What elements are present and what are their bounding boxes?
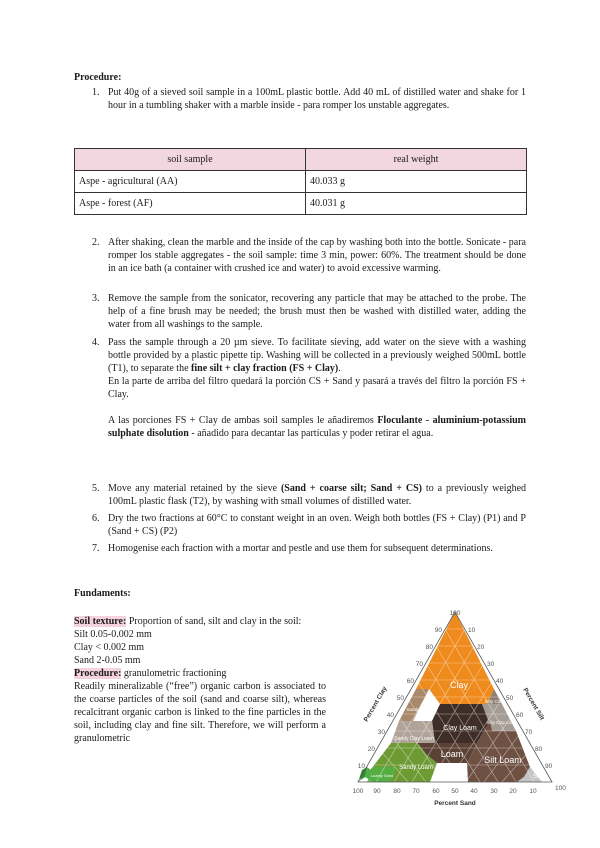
step-text: Put 40g of a sieved soil sample in a 100mL plastic bottle. Add 40 mL of distilled water and shake for 1 hour in a tumbling shaker with a marble inside - para romper los unstable aggregates. xyxy=(108,87,526,111)
soil-texture-line xyxy=(74,615,326,628)
tick-label: 100 xyxy=(555,785,566,792)
fraction-term: fine silt + clay fraction (FS + Clay) xyxy=(191,363,339,374)
label-sandy-clay-loam: Sandy Clay Loam xyxy=(394,736,434,742)
fundaments-heading: Fundaments: xyxy=(74,588,131,599)
step-2 xyxy=(92,236,526,275)
tick-label: 70 xyxy=(412,788,420,795)
cell-sample: Aspe - agricultural (AA) xyxy=(75,171,306,193)
cell-sample: Aspe - forest (AF) xyxy=(75,193,306,215)
procedure-heading: Procedure: xyxy=(74,72,122,83)
tick-label: 10 xyxy=(357,763,365,770)
axis-title-clay: Percent Clay xyxy=(362,685,389,724)
label-sandy-loam: Sandy Loam xyxy=(399,765,433,771)
cell-weight: 40.033 g xyxy=(306,171,527,193)
tick-label: 50 xyxy=(506,695,514,702)
label-loamy-sand: Loamy Sand xyxy=(370,773,394,778)
tick-label: 60 xyxy=(432,788,440,795)
step-text-part: Pass the sample through a 20 µm sieve. To facilitate sieving, add water on the sieve with a washing bottle provided by a plastic pipette tip. Washing will be collected in a previously weighed 500mL bottle (T1), to separate the xyxy=(108,337,526,374)
label-silty-clay: Silty Clay xyxy=(484,699,504,704)
step-7 xyxy=(92,542,526,555)
tick-label: 30 xyxy=(487,661,495,668)
tick-label: 20 xyxy=(477,644,485,651)
fundaments-text xyxy=(74,615,326,745)
step-number: 2. xyxy=(92,237,100,248)
step-number: 7. xyxy=(92,543,100,554)
step-number: 1. xyxy=(92,87,100,98)
step-number: 5. xyxy=(92,483,100,494)
tick-label: 20 xyxy=(367,746,375,753)
step-6 xyxy=(92,512,526,538)
flocculant-term: Floculante - aluminium-potassium sulphate disolution xyxy=(108,415,526,439)
tick-label: 10 xyxy=(529,788,537,795)
tick-label: 40 xyxy=(470,788,478,795)
table-header-row xyxy=(75,149,527,171)
label-silty-clay-loam: Silty Clay Loam xyxy=(486,720,518,725)
step-text-part: . xyxy=(338,363,341,374)
step-text-part: - añadido para decantar las partículas y poder retirar el agua. xyxy=(188,428,434,439)
step-text-part: A las porciones FS + Clay de ambas soil samples le añadiremos xyxy=(108,415,378,426)
step-4 xyxy=(92,336,526,440)
cell-weight: 40.031 g xyxy=(306,193,527,215)
tick-label: 80 xyxy=(393,788,401,795)
step-5 xyxy=(92,482,527,508)
step-text xyxy=(108,336,526,375)
soil-texture-text: Proportion of sand, silt and clay in the soil: xyxy=(126,616,302,627)
step-number: 6. xyxy=(92,513,100,524)
table-row xyxy=(75,171,527,193)
step-number: 4. xyxy=(92,337,100,348)
step-note: En la parte de arriba del filtro quedará la porción CS + Sand y pasará a través del filtro la porción FS + Clay. xyxy=(108,376,526,400)
sample-weight-table xyxy=(74,148,527,215)
ticks-bottom xyxy=(353,788,537,795)
tick-label: 10 xyxy=(468,627,476,634)
tick-label: 90 xyxy=(434,627,442,634)
soil-texture-label: Soil texture: xyxy=(74,616,127,627)
step-text: After shaking, clean the marble and the inside of the cap by washing both into the bottle. Sonicate - para romper los stable aggregates - the soil sample: time 3 min, power: 60%. The treatment should be done in an ice bath (a container with crushed ice and water) to avoid excessive warming. xyxy=(108,237,526,274)
label-silt-loam: Silt Loam xyxy=(484,755,522,765)
step-text-part: to a previously weighed 100mL plastic flask (T2), by washing with small volumes of distilled water. xyxy=(108,483,527,507)
tick-label: 60 xyxy=(406,678,414,685)
label-silt: Silt xyxy=(532,774,542,780)
tick-label: 20 xyxy=(509,788,517,795)
step-text-part: Move any material retained by the sieve xyxy=(108,483,281,494)
tick-label: 40 xyxy=(496,678,504,685)
table-row xyxy=(75,193,527,215)
tick-label: 60 xyxy=(516,712,524,719)
clay-size: Clay < 0.002 mm xyxy=(74,642,145,653)
tick-label: 70 xyxy=(415,661,423,668)
tick-label: 70 xyxy=(525,729,533,736)
step-number: 3. xyxy=(92,293,100,304)
tick-label: 90 xyxy=(545,763,553,770)
step-1 xyxy=(92,86,526,112)
step-text: Homogenise each fraction with a mortar and pestle and use them for subsequent determinations. xyxy=(108,543,493,554)
sand-size: Sand 2-0.05 mm xyxy=(74,655,141,666)
soil-texture-triangle xyxy=(337,607,577,812)
procedure-text: granulometric fractioning xyxy=(121,668,227,679)
silt-size: Silt 0.05-0.002 mm xyxy=(74,629,152,640)
procedure-label: Procedure: xyxy=(74,668,122,679)
label-sand: Sand xyxy=(358,778,368,782)
fundaments-paragraph: Readily mineralizable (“free”) organic carbon is associated to the coarse particles of the soil (sand and coarse silt), whereas recalcitrant organic carbon is linked to the fine particles in the soil, including clay and fine silt. Therefore, we will perform a granulometric xyxy=(74,681,326,744)
axis-title-sand: Percent Sand xyxy=(434,800,476,807)
tick-label: 80 xyxy=(425,644,433,651)
tick-label: 50 xyxy=(396,695,404,702)
axis-title-silt: Percent Silt xyxy=(521,687,546,722)
tick-label: 30 xyxy=(490,788,498,795)
tick-label: 90 xyxy=(373,788,381,795)
step-text: Dry the two fractions at 60°C to constant weight in an oven. Weigh both bottles (FS + Clay) (P1) and P (Sand + CS) (P2) xyxy=(108,513,526,537)
tick-label: 80 xyxy=(535,746,543,753)
tick-label: 100 xyxy=(449,610,461,617)
label-clay-loam: Clay Loam xyxy=(443,725,477,732)
procedure-line xyxy=(74,667,326,680)
label-loam: Loam xyxy=(440,749,464,759)
tick-label: 50 xyxy=(451,788,459,795)
column-header-soil-sample: soil sample xyxy=(75,149,306,171)
label-clay: Clay xyxy=(449,680,469,690)
fraction-term: (Sand + coarse silt; Sand + CS) xyxy=(280,483,423,494)
step-text xyxy=(108,482,526,508)
label-sandy-clay: Sandy Clay xyxy=(406,707,430,712)
tick-label: 40 xyxy=(386,712,394,719)
step-3 xyxy=(92,292,526,331)
column-header-real-weight: real weight xyxy=(306,149,527,171)
tick-label: 100 xyxy=(352,788,364,795)
step-text: Remove the sample from the sonicator, recovering any particle that may be attached to the probe. The help of a fine brush may be needed; the brush must then be washed with distilled water, adding the water from all washings to the sample. xyxy=(108,293,526,330)
step-note xyxy=(108,414,526,440)
tick-label: 30 xyxy=(377,729,385,736)
